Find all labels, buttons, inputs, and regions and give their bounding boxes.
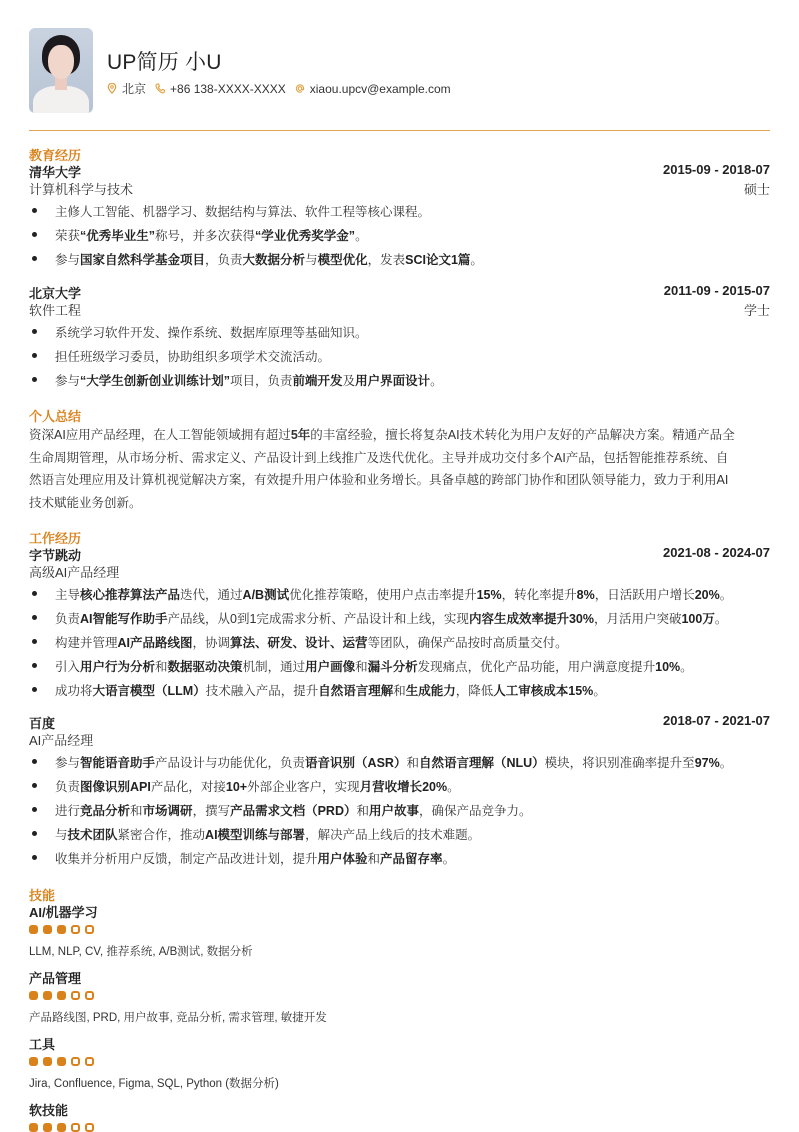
school-name: 清华大学 xyxy=(29,165,82,180)
skill-name: 工具 xyxy=(29,1037,56,1052)
contact-phone xyxy=(155,82,286,96)
email-at-icon xyxy=(295,83,305,94)
list-item-text: 系统学习软件开发、操作系统、数据库原理等基础知识。 xyxy=(55,326,368,340)
rating-filled-icon xyxy=(57,1057,66,1066)
company-name: 百度 xyxy=(29,716,56,731)
rating-filled-icon xyxy=(57,925,66,934)
skill-description: 产品路线图, PRD, 用户故事, 竞品分析, 需求管理, 敏捷开发 xyxy=(29,1012,327,1024)
list-item-text: 主导核心推荐算法产品迭代，通过A/B测试优化推荐策略，使用户点击率提升15%，转化率提升8%，日活跃用户增长20%。 xyxy=(55,588,733,602)
bullet-dot-icon xyxy=(32,639,37,644)
location-text: 北京 xyxy=(122,82,147,96)
list-item-text: 参与“大学生创新创业训练计划”项目，负责前端开发及用户界面设计。 xyxy=(55,374,443,388)
bullet-dot-icon xyxy=(32,663,37,668)
company-name: 字节跳动 xyxy=(29,548,82,563)
bullet-dot-icon xyxy=(32,353,37,358)
email-text: xiaou.upcv@example.com xyxy=(309,81,451,96)
job-role: 高级AI产品经理 xyxy=(29,565,120,580)
rating-empty-icon xyxy=(85,1123,94,1132)
list-item-text: 主修人工智能、机器学习、数据结构与算法、软件工程等核心课程。 xyxy=(55,205,431,219)
bullet-dot-icon xyxy=(32,831,37,836)
section-title-skills: 技能 xyxy=(29,888,56,903)
major: 计算机科学与技术 xyxy=(29,182,134,197)
contact-info xyxy=(107,80,460,97)
rating-filled-icon xyxy=(43,1057,52,1066)
list-item-text: 参与智能语音助手产品设计与功能优化，负责语音识别（ASR）和自然语言理解（NLU）模块，将识别准确率提升至97%。 xyxy=(55,756,733,770)
bullet-dot-icon xyxy=(32,208,37,213)
summary-line: 技术赋能业务创新。 xyxy=(29,495,142,510)
section-title-work: 工作经历 xyxy=(29,531,82,546)
list-item-text: 参与国家自然科学基金项目，负责大数据分析与模型优化，发表SCI论文1篇。 xyxy=(55,253,483,267)
bullet-dot-icon xyxy=(32,687,37,692)
bullet-dot-icon xyxy=(32,591,37,596)
list-item-text: 荣获“优秀毕业生”称号，并多次获得“学业优秀奖学金”。 xyxy=(55,229,368,243)
summary-line: 资深AI应用产品经理，在人工智能领域拥有超过5年的丰富经验，擅长将复杂AI技术转化为用户友好的产品解决方案。精通产品全 xyxy=(29,428,735,442)
rating-empty-icon xyxy=(71,1057,80,1066)
rating-filled-icon xyxy=(43,925,52,934)
bullet-dot-icon xyxy=(32,759,37,764)
bullet-dot-icon xyxy=(32,377,37,382)
rating-empty-icon xyxy=(71,1123,80,1132)
rating-empty-icon xyxy=(85,1057,94,1066)
section-title-summary: 个人总结 xyxy=(29,409,82,424)
rating-empty-icon xyxy=(71,991,80,1000)
rating-empty-icon xyxy=(85,991,94,1000)
summary-line: 然语言处理应用及计算机视觉解决方案，有效提升用户体验和业务增长。具备卓越的跨部门协作和团队领导能力，致力于利用AI xyxy=(29,473,729,487)
list-item-text: 构建并管理AI产品路线图，协调算法、研发、设计、运营等团队，确保产品按时高质量交付。 xyxy=(55,636,568,650)
school-name: 北京大学 xyxy=(29,286,82,301)
contact-email xyxy=(295,82,451,96)
section-title-education: 教育经历 xyxy=(29,148,82,163)
rating-filled-icon xyxy=(43,991,52,1000)
bullet-dot-icon xyxy=(32,615,37,620)
skill-description: LLM, NLP, CV, 推荐系统, A/B测试, 数据分析 xyxy=(29,946,253,958)
bullet-dot-icon xyxy=(32,232,37,237)
skill-name: 软技能 xyxy=(29,1103,69,1118)
skill-description: Jira, Confluence, Figma, SQL, Python (数据分析) xyxy=(29,1078,279,1090)
job-role: AI产品经理 xyxy=(29,733,94,748)
rating-filled-icon xyxy=(57,1123,66,1132)
list-item-text: 成功将大语言模型（LLM）技术融入产品，提升自然语言理解和生成能力，降低人工审核成本15%。 xyxy=(55,684,606,698)
rating-filled-icon xyxy=(29,925,38,934)
candidate-name: UP简历 小U xyxy=(107,51,222,74)
resume-header xyxy=(29,28,770,114)
rating-empty-icon xyxy=(85,925,94,934)
bullet-dot-icon xyxy=(32,807,37,812)
rating-filled-icon xyxy=(43,1123,52,1132)
list-item-text: 担任班级学习委员，协助组织多项学术交流活动。 xyxy=(55,350,331,364)
contact-location xyxy=(107,80,146,97)
work-date: 2018-07 - 2021-07 xyxy=(663,713,770,728)
list-item-text: 负责AI智能写作助手产品线，从0到1完成需求分析、产品设计和上线，实现内容生成效率提升30%，月活用户突破100万。 xyxy=(55,612,728,626)
list-item-text: 负责图像识别API产品化，对接10+外部企业客户，实现月营收增长20%。 xyxy=(55,780,460,794)
location-pin-icon xyxy=(107,83,117,94)
skill-name: AI/机器学习 xyxy=(29,905,98,920)
degree: 学士 xyxy=(743,303,770,318)
skill-rating xyxy=(29,1057,99,1066)
bullet-dot-icon xyxy=(32,855,37,860)
header-divider xyxy=(29,130,770,131)
rating-filled-icon xyxy=(29,1123,38,1132)
list-item-text: 与技术团队紧密合作，推动AI模型训练与部署，解决产品上线后的技术难题。 xyxy=(55,828,481,842)
summary-paragraph xyxy=(29,424,770,514)
major: 软件工程 xyxy=(29,303,82,318)
education-date: 2015-09 - 2018-07 xyxy=(663,162,770,177)
skill-rating xyxy=(29,1123,99,1132)
rating-filled-icon xyxy=(29,991,38,1000)
education-date: 2011-09 - 2015-07 xyxy=(663,283,770,298)
skill-name: 产品管理 xyxy=(29,971,82,986)
list-item-text: 进行竞品分析和市场调研，撰写产品需求文档（PRD）和用户故事，确保产品竞争力。 xyxy=(55,804,532,818)
rating-empty-icon xyxy=(71,925,80,934)
bullet-dot-icon xyxy=(32,783,37,788)
phone-text: +86 138-XXXX-XXXX xyxy=(170,81,286,96)
phone-icon xyxy=(155,83,165,94)
bullet-dot-icon xyxy=(32,256,37,261)
skill-rating xyxy=(29,925,99,934)
degree: 硕士 xyxy=(743,182,770,197)
summary-line: 生命周期管理，从市场分析、需求定义、产品设计到上线推广及迭代优化。主导并成功交付多个AI产品，包括智能推荐系统、自 xyxy=(29,450,729,465)
bullet-dot-icon xyxy=(32,329,37,334)
list-item-text: 收集并分析用户反馈，制定产品改进计划，提升用户体验和产品留存率。 xyxy=(55,852,456,866)
list-item-text: 引入用户行为分析和数据驱动决策机制，通过用户画像和漏斗分析发现痛点，优化产品功能，用户满意度提升10%。 xyxy=(55,660,693,674)
work-date: 2021-08 - 2024-07 xyxy=(663,545,770,560)
rating-filled-icon xyxy=(57,991,66,1000)
skill-rating xyxy=(29,991,99,1000)
profile-photo xyxy=(29,28,93,113)
rating-filled-icon xyxy=(29,1057,38,1066)
